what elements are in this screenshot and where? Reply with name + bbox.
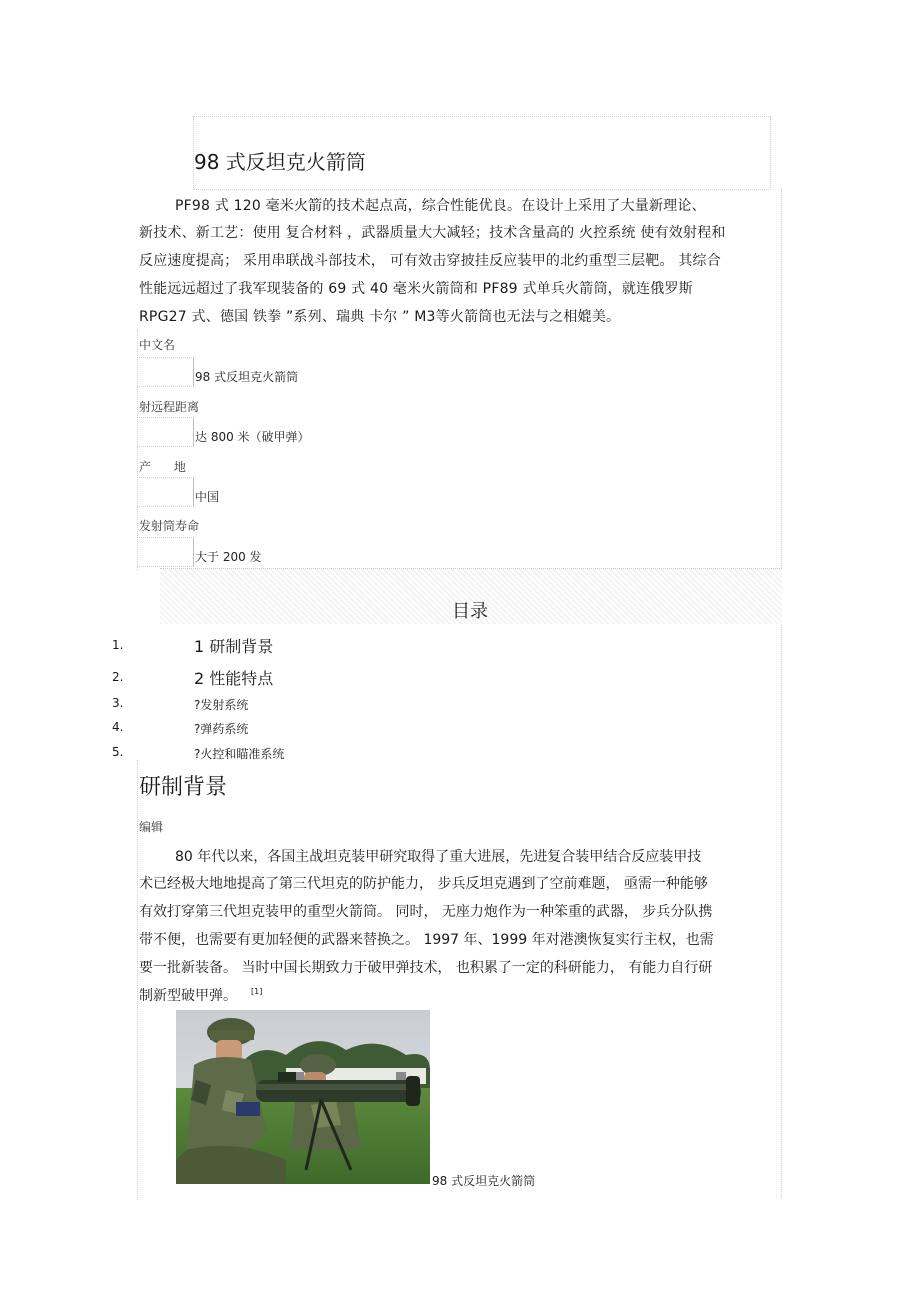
body-line: 80 年代以来，各国主战坦克装甲研究取得了重大进展，先进复合装甲结合反应装甲技	[175, 849, 702, 865]
toc-item[interactable]: ?弹药系统	[194, 722, 249, 736]
body-line: 带不便，也需要有更加轻便的武器来替换之。 1997 年、1999 年对港澳恢复实行主权，也需	[139, 932, 714, 948]
body-line: 术已经极大地地提高了第三代坦克的防护能力， 步兵反坦克遇到了空前难题， 亟需一种能够	[139, 876, 708, 892]
infobox-value: 大于 200 发	[195, 550, 262, 564]
content-border	[781, 188, 782, 1198]
infobox-cell	[137, 477, 194, 507]
edit-link[interactable]: 编辑	[139, 820, 164, 834]
intro-line: RPG27 式、德国 铁拳 ”系列、瑞典 卡尔 ” M3等火箭筒也无法与之相媲美。	[139, 309, 621, 325]
toc-item[interactable]: ?发射系统	[194, 698, 249, 712]
infobox-value: 中国	[195, 490, 220, 504]
toc-title: 目录	[452, 601, 488, 622]
body-line: 要一批新装备。 当时中国长期致力于破甲弹技术， 也积累了一定的科研能力， 有能力自行研	[139, 960, 713, 976]
soldiers-photo	[176, 1010, 430, 1184]
body-line: 有效打穿第三代坦克装甲的重型火箭筒。 同时， 无座力炮作为一种笨重的武器， 步兵分队携	[139, 904, 713, 920]
infobox-cell	[137, 357, 194, 387]
toc-number: 4.	[112, 720, 124, 734]
infobox-label: 射远程距离	[139, 400, 200, 414]
intro-line: 性能远远超过了我军现装备的 69 式 40 毫米火箭筒和 PF89 式单兵火箭筒，就连俄罗斯	[139, 281, 693, 297]
section-border	[137, 760, 138, 1200]
intro-line: 新技术、新工艺：使用 复合材料 ，武器质量大大减轻；技术含量高的 火控系统 使有效射程和	[139, 225, 726, 241]
section-title: 研制背景	[139, 775, 228, 800]
infobox-value: 98 式反坦克火箭筒	[195, 370, 299, 384]
toc-number: 3.	[112, 696, 124, 710]
toc-number: 5.	[112, 745, 124, 759]
intro-line: PF98 式 120 毫米火箭的技术起点高，综合性能优良。在设计上采用了大量新理论、	[175, 198, 706, 214]
body-line	[139, 985, 262, 1005]
infobox-label: 中文名	[139, 338, 176, 352]
toc-item[interactable]: ?火控和瞄准系统	[194, 747, 285, 761]
toc-number: 1.	[112, 638, 124, 652]
toc-number: 2.	[112, 670, 124, 684]
intro-line: 反应速度提高； 采用串联战斗部技术， 可有效击穿披挂反应装甲的北约重型三层靶。 其综合	[139, 253, 721, 269]
footnote-ref[interactable]: [1]	[251, 987, 263, 997]
photo-caption: 98 式反坦克火箭筒	[432, 1174, 536, 1188]
infobox-label: 发射筒寿命	[139, 519, 200, 533]
body-line-text: 制新型破甲弹。	[139, 988, 237, 1004]
infobox-label: 产 地	[139, 460, 186, 474]
toc-item[interactable]: 2 性能特点	[194, 669, 274, 688]
toc-item[interactable]: 1 研制背景	[194, 637, 274, 656]
infobox-cell	[137, 537, 194, 567]
page-title: 98 式反坦克火箭筒	[194, 150, 366, 174]
infobox-cell	[137, 417, 194, 447]
infobox-value: 达 800 米（破甲弹）	[195, 430, 310, 444]
